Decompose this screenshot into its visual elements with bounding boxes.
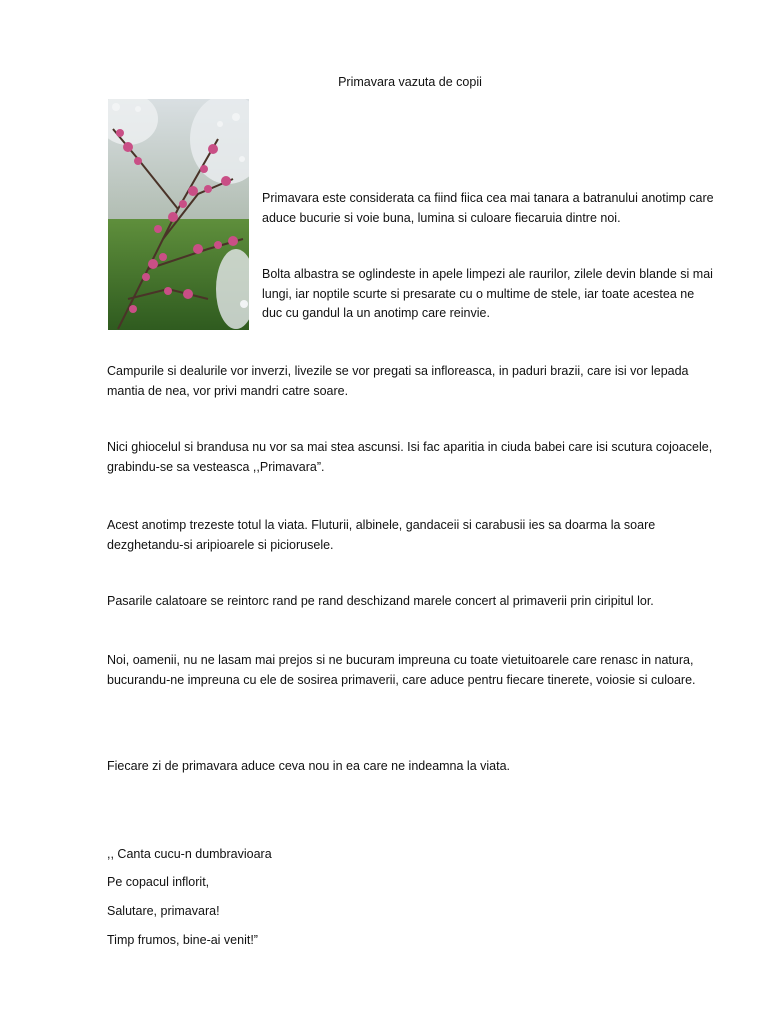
spring-blossom-image	[108, 99, 249, 330]
paragraph: Pasarile calatoare se reintorc rand pe rand deschizand marele concert al primaverii prin ciripitul lor.	[107, 594, 654, 608]
paragraph: Bolta albastra se oglindeste in apele limpezi ale raurilor, zilele devin blande si mai lungi, iar noptile scurte si presarate cu o multime de stele, iar toate acestea ne duc cu gandul la un anotimp care reinvie.	[262, 267, 713, 320]
paragraph: Acest anotimp trezeste totul la viata. Fluturii, albinele, gandaceii si carabusii ies sa doarma la soare dezghetandu-si aripioarele si piciorusele.	[107, 518, 656, 552]
paragraph: Primavara este considerata ca fiind fiica cea mai tanara a batranului anotimp care aduce bucurie si voie buna, lumina si culoare fiecaruia dintre noi.	[262, 191, 714, 225]
paragraph: Fiecare zi de primavara aduce ceva nou in ea care ne indeamna la viata.	[107, 759, 511, 773]
verse-line: Timp frumos, bine-ai venit!”	[107, 933, 258, 947]
verse-line: Salutare, primavara!	[107, 904, 220, 918]
paragraph: Campurile si dealurile vor inverzi, livezile se vor pregati sa infloreasca, in paduri brazii, care isi vor lepada mantia de nea, vor privi mandri catre soare.	[107, 364, 689, 398]
paragraph: Noi, oamenii, nu ne lasam mai prejos si ne bucuram impreuna cu toate vietuitoarele care renasc in natura, bucurandu-ne impreuna cu ele de sosirea primaverii, care aduce pentru fiecare tinerete, voiosie si culoare.	[107, 653, 696, 687]
verse-line: ,, Canta cucu-n dumbravioara	[107, 847, 272, 861]
paragraph: Nici ghiocelul si brandusa nu vor sa mai stea ascunsi. Isi fac aparitia in ciuda babei care isi scutura cojoacele, grabindu-se sa vesteasca ,,Primavara”.	[107, 440, 713, 474]
verse-line: Pe copacul inflorit,	[107, 875, 210, 889]
document-title: Primavara vazuta de copii	[338, 75, 482, 89]
